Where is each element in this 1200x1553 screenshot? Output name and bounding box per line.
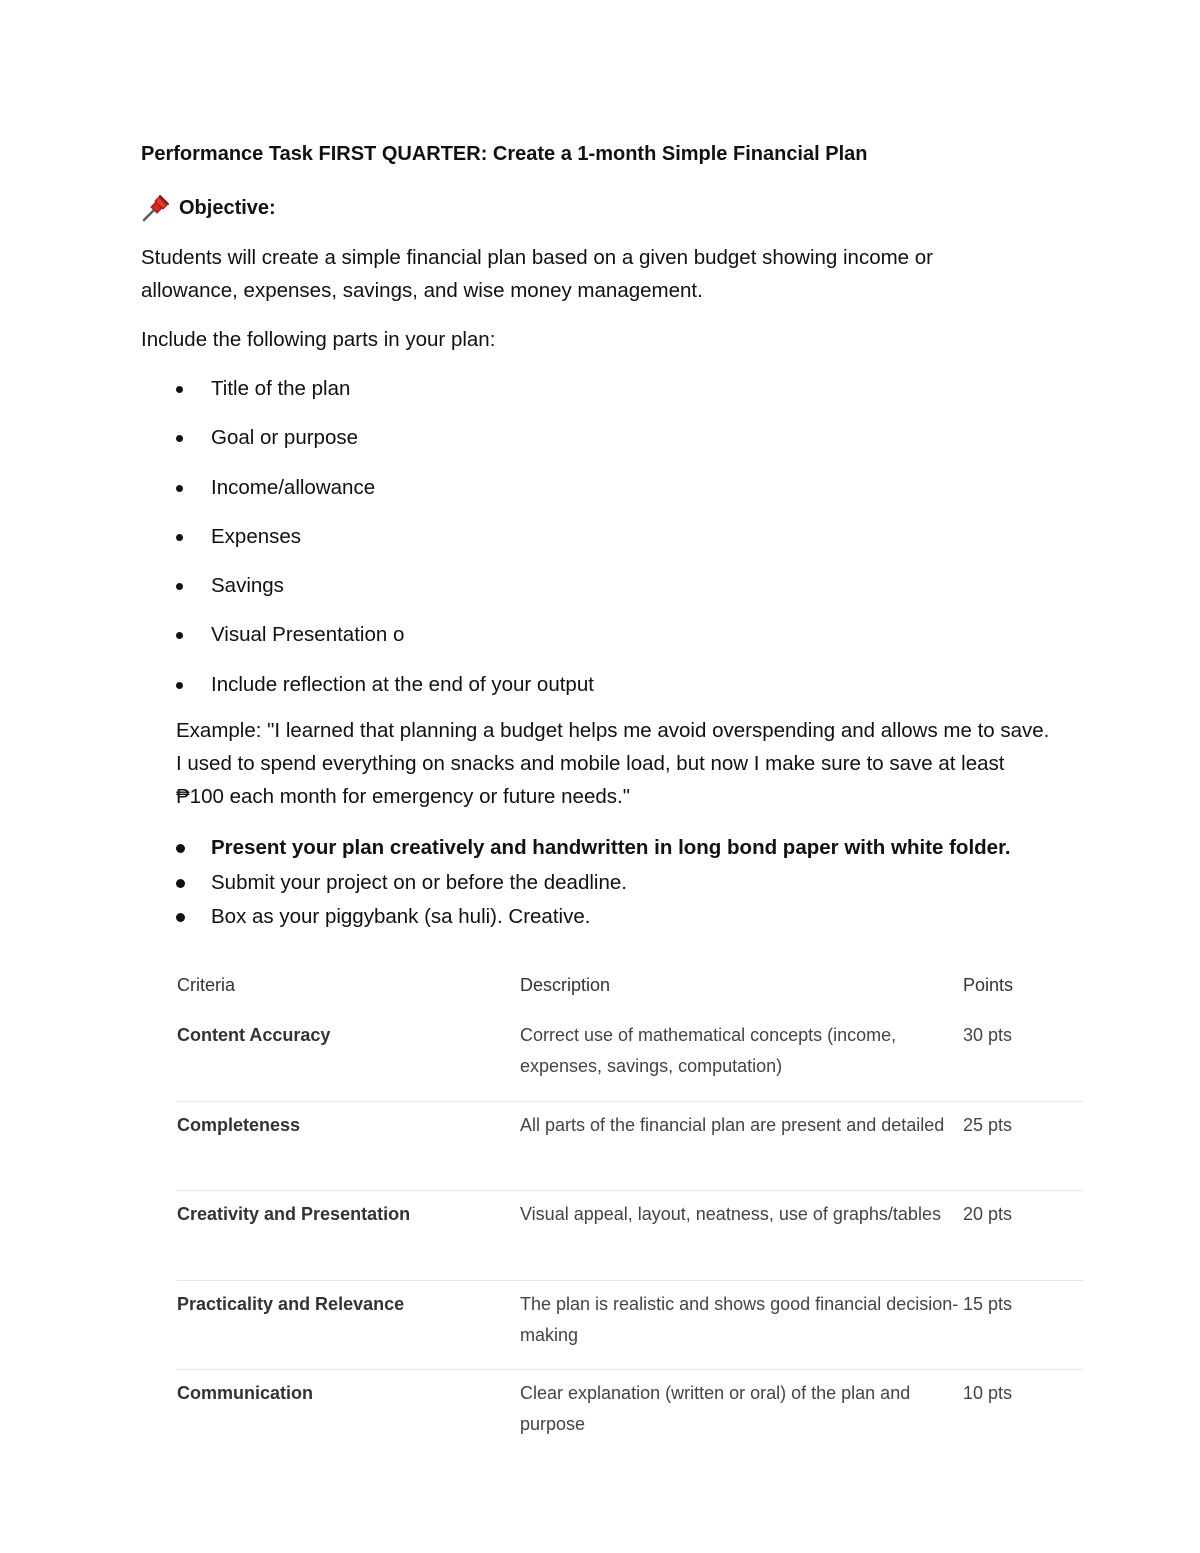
criteria-cell: Communication xyxy=(177,1383,314,1403)
rubric-table xyxy=(177,962,1083,1460)
list-item-text: Title of the plan xyxy=(211,377,351,400)
criteria-cell: Creativity and Presentation xyxy=(177,1204,411,1224)
points-cell: 25 pts xyxy=(963,1114,1013,1135)
bullet-icon xyxy=(176,583,183,590)
table-header-row xyxy=(177,962,1083,1012)
criteria-cell: Content Accuracy xyxy=(177,1025,331,1045)
criteria-cell: Completeness xyxy=(177,1114,301,1135)
instructions-list xyxy=(141,831,1011,935)
reflection-example: Example: "I learned that planning a budget helps me avoid overspending and allows me to save. I used to spend everything on snacks and mobile load, but now I make sure to save at least ₱100 each month for emergency or future needs." xyxy=(176,719,1050,808)
list-item xyxy=(141,866,1011,901)
list-item xyxy=(141,471,594,520)
list-item-text: Income/allowance xyxy=(211,475,376,499)
pushpin-icon xyxy=(141,193,171,223)
list-item xyxy=(141,668,594,717)
points-cell: 10 pts xyxy=(963,1383,1013,1403)
table-row xyxy=(177,1102,1083,1192)
list-item-text: Include reflection at the end of your output xyxy=(211,672,594,696)
table-row xyxy=(177,1281,1083,1371)
bullet-icon xyxy=(176,386,183,393)
plan-parts-list xyxy=(141,372,594,717)
list-item xyxy=(141,831,1011,866)
description-cell: All parts of the financial plan are present and detailed xyxy=(520,1114,945,1135)
list-item xyxy=(141,421,594,470)
list-item-text: Goal or purpose xyxy=(211,426,359,450)
column-header-description: Description xyxy=(520,975,611,995)
list-item xyxy=(141,520,594,569)
description-cell: Clear explanation (written or oral) of the plan and purpose xyxy=(520,1383,911,1434)
bullet-icon xyxy=(176,682,183,689)
column-header-points: Points xyxy=(963,975,1014,995)
objective-heading xyxy=(141,193,276,223)
points-cell: 20 pts xyxy=(963,1204,1013,1224)
table-row xyxy=(177,1191,1083,1281)
column-header-criteria: Criteria xyxy=(177,975,236,995)
table-row xyxy=(177,1012,1083,1102)
list-item-text: Visual Presentation o xyxy=(211,623,405,647)
document-title: Performance Task FIRST QUARTER: Create a 1-month Simple Financial Plan xyxy=(141,143,868,165)
points-cell: 30 pts xyxy=(963,1025,1013,1045)
list-item-text: Savings xyxy=(211,574,284,598)
description-cell: Visual appeal, layout, neatness, use of graphs/tables xyxy=(520,1204,941,1224)
list-item-text: Present your plan creatively and handwritten in long bond paper with white folder. xyxy=(211,836,1011,859)
list-item-text: Expenses xyxy=(211,524,302,548)
criteria-cell: Practicality and Relevance xyxy=(177,1293,405,1314)
table-row xyxy=(177,1370,1083,1460)
bullet-icon xyxy=(176,913,185,922)
list-item xyxy=(141,372,594,421)
bullet-icon xyxy=(176,485,183,492)
bullet-icon xyxy=(176,632,183,639)
points-cell: 15 pts xyxy=(963,1293,1013,1314)
objective-label: Objective: xyxy=(179,196,276,219)
bullet-icon xyxy=(176,534,183,541)
list-item xyxy=(141,618,594,667)
list-item xyxy=(141,900,1011,935)
bullet-icon xyxy=(176,844,185,853)
list-item xyxy=(141,569,594,618)
description-cell: Correct use of mathematical concepts (income, expenses, savings, computation) xyxy=(520,1025,897,1076)
include-intro: Include the following parts in your plan: xyxy=(141,328,496,351)
bullet-icon xyxy=(176,435,183,442)
list-item-text: Box as your piggybank (sa huli). Creative. xyxy=(211,905,591,928)
bullet-icon xyxy=(176,879,185,888)
list-item-text: Submit your project on or before the deadline. xyxy=(211,870,627,894)
objective-text: Students will create a simple financial plan based on a given budget showing income or allowance, expenses, savings, and wise money management. xyxy=(141,246,934,302)
description-cell: The plan is realistic and shows good financial decision-making xyxy=(520,1293,959,1345)
